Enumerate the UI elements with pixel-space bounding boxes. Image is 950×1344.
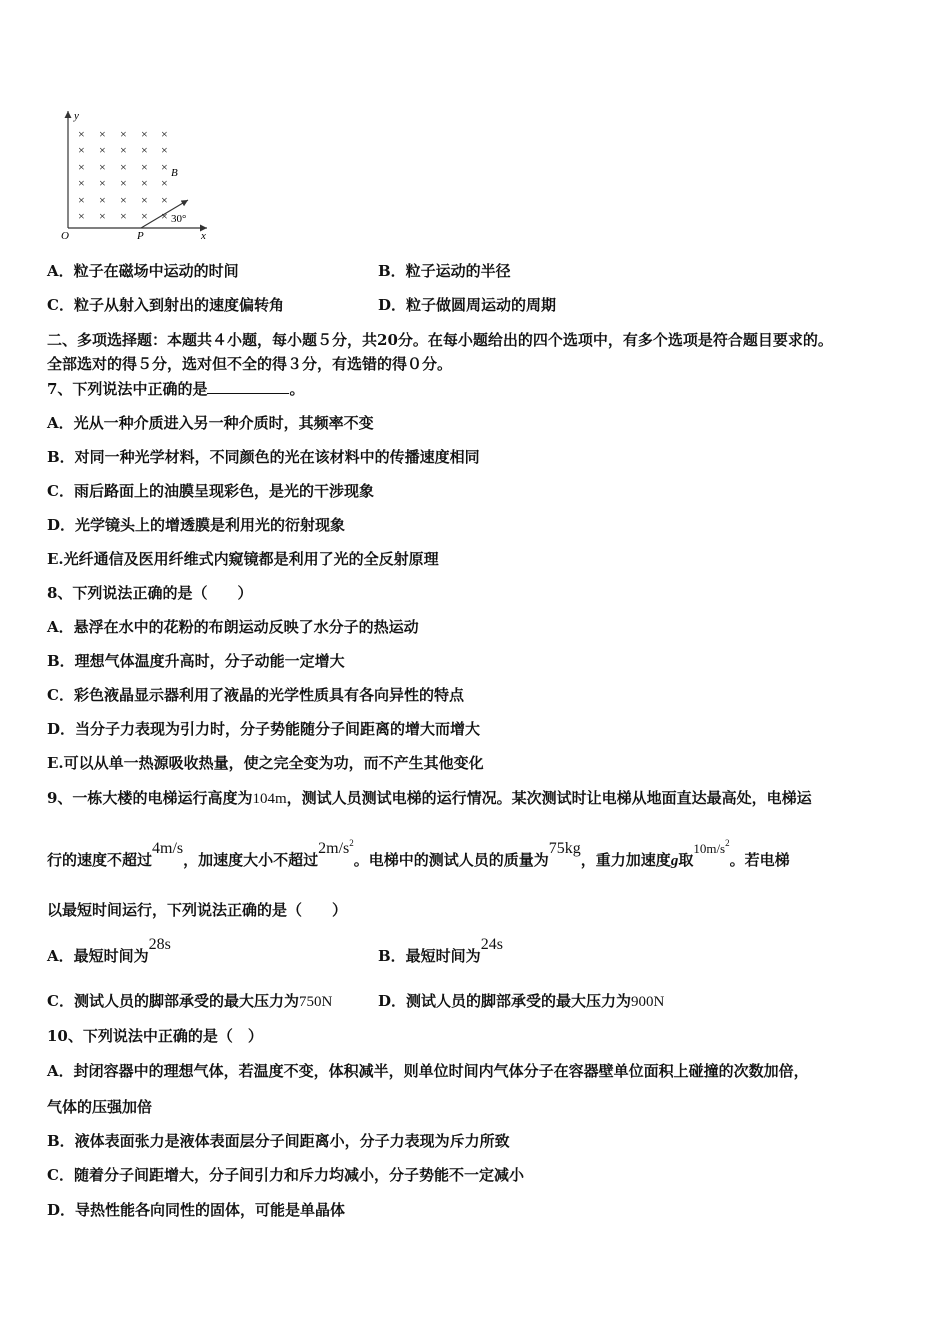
- q9-option-c-value: 750N: [298, 994, 333, 1010]
- point-p-label: P: [137, 230, 144, 242]
- q9-text: 。电梯中的测试人员的质量为: [353, 851, 549, 869]
- q9-text: 行的速度不超过: [47, 851, 153, 869]
- q8-stem: 8、下列说法正确的是（ ）: [47, 584, 253, 602]
- q9-option-a-value: 28s: [148, 936, 171, 953]
- field-cross: ×: [120, 143, 127, 157]
- field-cross: ×: [99, 127, 106, 141]
- field-cross: ×: [161, 160, 168, 174]
- field-cross: ×: [99, 193, 106, 207]
- q6-option-a: A．粒子在磁场中运动的时间: [47, 262, 239, 280]
- q9-option-b: [378, 936, 503, 967]
- field-cross: ×: [161, 209, 168, 223]
- y-axis-label: y: [74, 110, 79, 122]
- q9-option-d-text: D．测试人员的脚部承受的最大压力为: [378, 992, 632, 1010]
- q9-height-value: 104m: [252, 791, 287, 807]
- field-cross: ×: [161, 127, 168, 141]
- q9-option-b-value: 24s: [480, 936, 503, 953]
- q7-stem-end: 。: [289, 380, 305, 398]
- q10-option-d: D．导热性能各向同性的固体，可能是单晶体: [47, 1201, 346, 1219]
- field-cross: ×: [99, 143, 106, 157]
- field-cross: ×: [161, 143, 168, 157]
- q9-text: ，加速度大小不超过: [183, 851, 319, 869]
- q9-option-a: [47, 936, 171, 967]
- q9-option-c: [47, 991, 332, 1012]
- q7-option-b: B．对同一种光学材料，不同颜色的光在该材料中的传播速度相同: [47, 448, 480, 466]
- q9-text: 取: [678, 851, 694, 869]
- point-b-label: B: [171, 167, 178, 179]
- field-cross: ×: [78, 176, 85, 190]
- q6-option-c: C．粒子从射入到射出的速度偏转角: [47, 296, 284, 314]
- field-cross: ×: [141, 193, 148, 207]
- q10-stem: 10、下列说法中正确的是（ ）: [47, 1027, 263, 1045]
- angle-label: 30°: [171, 213, 187, 225]
- magnetic-field-figure: [55, 105, 225, 245]
- q7-option-c: C．雨后路面上的油膜呈现彩色，是光的干涉现象: [47, 482, 374, 500]
- q9-accel-number: 2m/s: [318, 840, 350, 857]
- field-cross: ×: [78, 209, 85, 223]
- q8-option-b: B．理想气体温度升高时，分子动能一定增大: [47, 652, 345, 670]
- q7-option-a: A．光从一种介质进入另一种介质时，其频率不变: [47, 414, 374, 432]
- q9-accel-exponent: 2: [349, 838, 354, 848]
- q9-text: ，测试人员测试电梯的运行情况。某次测试时让电梯从地面直达最高处，电梯运: [286, 789, 812, 807]
- section2-heading-line1: 二、多项选择题：本题共４小题，每小题５分，共20分。在每小题给出的四个选项中，有多个选项是符合题目要求的。: [47, 331, 833, 349]
- field-cross: ×: [99, 160, 106, 174]
- q9-text: 。若电梯: [729, 851, 790, 869]
- field-cross: ×: [99, 209, 106, 223]
- q9-stem-line1: [47, 788, 812, 809]
- q9-g-symbol: g: [670, 853, 679, 869]
- q10-option-a-line1: A．封闭容器中的理想气体，若温度不变，体积减半，则单位时间内气体分子在容器壁单位面积上碰撞的次数加倍，: [47, 1062, 809, 1080]
- q7-option-d: D．光学镜头上的增透膜是利用光的衍射现象: [47, 516, 346, 534]
- q9-option-c-text: C．测试人员的脚部承受的最大压力为: [47, 992, 299, 1010]
- q9-option-a-text: A．最短时间为: [47, 947, 149, 965]
- q9-gravity-number: 10m/s: [693, 841, 726, 856]
- field-cross: ×: [141, 127, 148, 141]
- q8-option-c: C．彩色液晶显示器利用了液晶的光学性质具有各向异性的特点: [47, 686, 464, 704]
- field-cross: ×: [141, 160, 148, 174]
- q6-option-b: B．粒子运动的半径: [378, 262, 511, 280]
- q10-option-c: C．随着分子间距增大，分子间引力和斥力均减小，分子势能不一定减小: [47, 1166, 524, 1184]
- q8-option-a: A．悬浮在水中的花粉的布朗运动反映了水分子的热运动: [47, 618, 419, 636]
- field-cross: ×: [141, 143, 148, 157]
- x-axis-label: x: [201, 230, 206, 242]
- q7-answer-blank: [207, 379, 289, 394]
- q9-text: ，重力加速度: [580, 851, 671, 869]
- field-crosses: [78, 127, 168, 223]
- q9-gravity-exponent: 2: [725, 838, 730, 848]
- q9-stem-line3: 以最短时间运行，下列说法正确的是（ ）: [47, 901, 348, 919]
- q7-stem: [47, 379, 304, 399]
- q9-option-d: [378, 991, 664, 1012]
- field-cross: ×: [120, 127, 127, 141]
- q8-option-d: D．当分子力表现为引力时，分子势能随分子间距离的增大而增大: [47, 720, 481, 738]
- section2-heading-line2: 全部选对的得５分，选对但不全的得３分，有选错的得０分。: [47, 355, 453, 373]
- q8-option-e: E.可以从单一热源吸收热量，使之完全变为功，而不产生其他变化: [47, 754, 484, 772]
- q9-speed-value: 4m/s: [152, 840, 184, 857]
- q9-text: 9、一栋大楼的电梯运行高度为: [47, 789, 253, 807]
- q9-accel-value: [318, 840, 354, 857]
- q9-option-d-value: 900N: [631, 994, 665, 1010]
- q9-option-b-text: B．最短时间为: [378, 947, 481, 965]
- field-cross: ×: [161, 193, 168, 207]
- q6-option-d: D．粒子做圆周运动的周期: [378, 296, 557, 314]
- field-cross: ×: [120, 193, 127, 207]
- field-cross: ×: [78, 193, 85, 207]
- field-cross: ×: [120, 176, 127, 190]
- field-cross: ×: [78, 143, 85, 157]
- field-cross: ×: [141, 209, 148, 223]
- field-cross: ×: [120, 209, 127, 223]
- field-cross: ×: [161, 176, 168, 190]
- field-cross: ×: [78, 160, 85, 174]
- q7-stem-text: 7、下列说法中正确的是: [47, 380, 208, 398]
- q9-gravity-value: [693, 838, 730, 856]
- q10-option-a-line2: 气体的压强加倍: [47, 1098, 153, 1116]
- field-cross: ×: [99, 176, 106, 190]
- field-cross: ×: [141, 176, 148, 190]
- origin-label: O: [61, 230, 69, 242]
- q9-stem-line2: [47, 838, 790, 872]
- q9-mass-value: 75kg: [548, 840, 581, 857]
- q10-option-b: B．液体表面张力是液体表面层分子间距离小，分子力表现为斥力所致: [47, 1132, 510, 1150]
- field-cross: ×: [120, 160, 127, 174]
- field-cross: ×: [78, 127, 85, 141]
- q7-option-e: E.光纤通信及医用纤维式内窥镜都是利用了光的全反射原理: [47, 550, 439, 568]
